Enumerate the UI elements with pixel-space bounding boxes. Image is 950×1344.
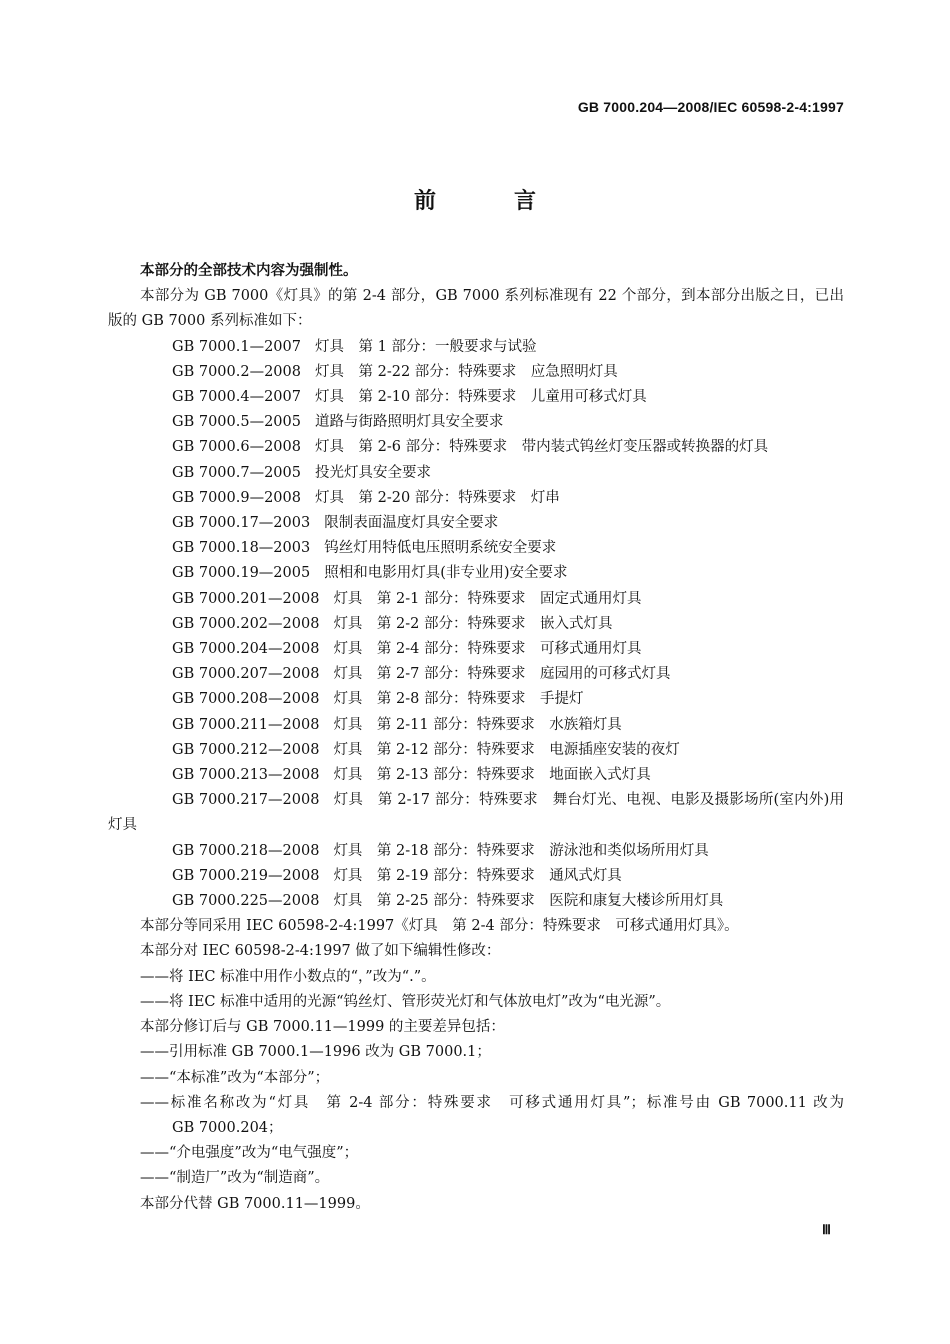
standard-code: GB 7000.207—2008 — [172, 666, 320, 683]
standard-code: GB 7000.1—2007 — [172, 338, 301, 355]
diff-item: ——引用标准 GB 7000.1—1996 改为 GB 7000.1； — [140, 1044, 491, 1061]
standard-list-item — [108, 461, 844, 486]
standard-title: 限制表面温度灯具安全要求 — [324, 515, 499, 532]
diff-item: ——“制造厂”改为“制造商”。 — [140, 1170, 330, 1187]
standard-list-item — [108, 360, 844, 385]
standard-list-item — [108, 763, 844, 788]
diff-item: ——标准名称改为“灯具 第 2-4 部分：特殊要求 可移式通用灯具”；标准号由 GB 7000.11 改为 — [140, 1094, 844, 1111]
standard-code: GB 7000.204—2008 — [172, 641, 320, 658]
standard-title: 灯具 第 2-19 部分：特殊要求 通风式灯具 — [333, 867, 622, 884]
standard-list-item — [108, 486, 844, 511]
standard-title: 灯具 第 2-22 部分：特殊要求 应急照明灯具 — [315, 363, 618, 380]
standard-title: 道路与街路照明灯具安全要求 — [315, 414, 504, 431]
standard-list-item — [108, 839, 844, 864]
standard-code: GB 7000.202—2008 — [172, 615, 320, 632]
standard-list-item — [108, 612, 844, 637]
edits-intro: 本部分对 IEC 60598-2-4:1997 做了如下编辑性修改： — [140, 943, 501, 960]
standard-code: GB 7000.208—2008 — [172, 691, 320, 708]
standard-code: GB 7000.6—2008 — [172, 439, 301, 456]
standard-code: GB 7000.19—2005 — [172, 565, 311, 582]
standard-code: GB 7000.18—2003 — [172, 540, 311, 557]
standard-title: 灯具 第 2-11 部分：特殊要求 水族箱灯具 — [333, 716, 622, 733]
edit-item: ——将 IEC 标准中适用的光源“钨丝灯、管形荧光灯和气体放电灯”改为“电光源”。 — [140, 993, 671, 1010]
standards-list — [108, 335, 844, 915]
document-header: GB 7000.204—2008/IEC 60598-2-4:1997 — [577, 99, 844, 115]
standard-list-item — [108, 385, 844, 410]
diff-intro: 本部分修订后与 GB 7000.11—1999 的主要差异包括： — [140, 1019, 505, 1036]
diff-item-continuation: GB 7000.204； — [172, 1119, 283, 1136]
page-title: 前 言 — [413, 189, 564, 214]
standard-list-item — [108, 561, 844, 586]
equivalence-paragraph: 本部分等同采用 IEC 60598-2-4:1997《灯具 第 2-4 部分：特殊要求 可移式通用灯具》。 — [140, 918, 739, 935]
standard-code: GB 7000.5—2005 — [172, 414, 301, 431]
replaces-paragraph: 本部分代替 GB 7000.11—1999。 — [140, 1195, 370, 1212]
standard-code: GB 7000.212—2008 — [172, 741, 320, 758]
standard-list-item — [108, 788, 844, 838]
diff-item: ——“本标准”改为“本部分”； — [140, 1069, 330, 1086]
standard-list-item — [108, 587, 844, 612]
standard-title: 灯具 第 2-10 部分：特殊要求 儿童用可移式灯具 — [315, 389, 647, 406]
standard-title: 灯具 第 2-2 部分：特殊要求 嵌入式灯具 — [333, 615, 613, 632]
standard-code: GB 7000.7—2005 — [172, 464, 301, 481]
standard-title: 钨丝灯用特低电压照明系统安全要求 — [324, 540, 557, 557]
standard-code: GB 7000.9—2008 — [172, 489, 301, 506]
standard-list-item — [108, 536, 844, 561]
intro-paragraph: 本部分为 GB 7000《灯具》的第 2-4 部分，GB 7000 系列标准现有 22 个部分，到本部分出版之日，已出版的 GB 7000 系列标准如下： — [108, 288, 844, 330]
standard-list-item — [108, 335, 844, 360]
standard-code: GB 7000.201—2008 — [172, 590, 320, 607]
standard-list-item — [108, 410, 844, 435]
standard-list-item — [108, 889, 844, 914]
standard-code: GB 7000.218—2008 — [172, 842, 320, 859]
standard-code: GB 7000.217—2008 — [172, 792, 320, 809]
standard-list-item — [108, 637, 844, 662]
standard-code: GB 7000.219—2008 — [172, 867, 320, 884]
standard-code: GB 7000.213—2008 — [172, 767, 320, 784]
standard-title: 照相和电影用灯具(非专业用)安全要求 — [324, 565, 568, 582]
standard-code: GB 7000.4—2007 — [172, 389, 301, 406]
standard-title: 灯具 第 2-25 部分：特殊要求 医院和康复大楼诊所用灯具 — [333, 893, 724, 910]
standard-title: 灯具 第 2-12 部分：特殊要求 电源插座安装的夜灯 — [333, 741, 680, 758]
page-number: Ⅲ — [822, 1222, 831, 1237]
standard-list-item — [108, 687, 844, 712]
standard-code: GB 7000.17—2003 — [172, 515, 311, 532]
standard-title: 投光灯具安全要求 — [315, 464, 431, 481]
standard-title: 灯具 第 2-4 部分：特殊要求 可移式通用灯具 — [333, 641, 642, 658]
document-body — [108, 259, 844, 1217]
standard-title: 灯具 第 1 部分：一般要求与试验 — [315, 338, 537, 355]
edit-item: ——将 IEC 标准中用作小数点的“，”改为“.”。 — [140, 968, 436, 985]
standard-code: GB 7000.2—2008 — [172, 363, 301, 380]
standard-title: 灯具 第 2-17 部分：特殊要求 舞台灯光、电视、电影及摄影场所(室内外)用灯具 — [108, 792, 844, 834]
standard-title: 灯具 第 2-20 部分：特殊要求 灯串 — [315, 489, 560, 506]
standard-code: GB 7000.225—2008 — [172, 893, 320, 910]
standard-title: 灯具 第 2-18 部分：特殊要求 游泳池和类似场所用灯具 — [333, 842, 709, 859]
standard-title: 灯具 第 2-13 部分：特殊要求 地面嵌入式灯具 — [333, 767, 651, 784]
standard-code: GB 7000.211—2008 — [172, 716, 320, 733]
diff-item: ——“介电强度”改为“电气强度”； — [140, 1145, 359, 1162]
standard-list-item — [108, 864, 844, 889]
standard-list-item — [108, 738, 844, 763]
standard-title: 灯具 第 2-7 部分：特殊要求 庭园用的可移式灯具 — [333, 666, 671, 683]
mandatory-statement: 本部分的全部技术内容为强制性。 — [140, 263, 358, 279]
standard-list-item — [108, 662, 844, 687]
standard-list-item — [108, 435, 844, 460]
standard-title: 灯具 第 2-8 部分：特殊要求 手提灯 — [333, 691, 584, 708]
standard-title: 灯具 第 2-6 部分：特殊要求 带内装式钨丝灯变压器或转换器的灯具 — [315, 439, 769, 456]
standard-list-item — [108, 511, 844, 536]
standard-title: 灯具 第 2-1 部分：特殊要求 固定式通用灯具 — [333, 590, 642, 607]
standard-list-item — [108, 713, 844, 738]
